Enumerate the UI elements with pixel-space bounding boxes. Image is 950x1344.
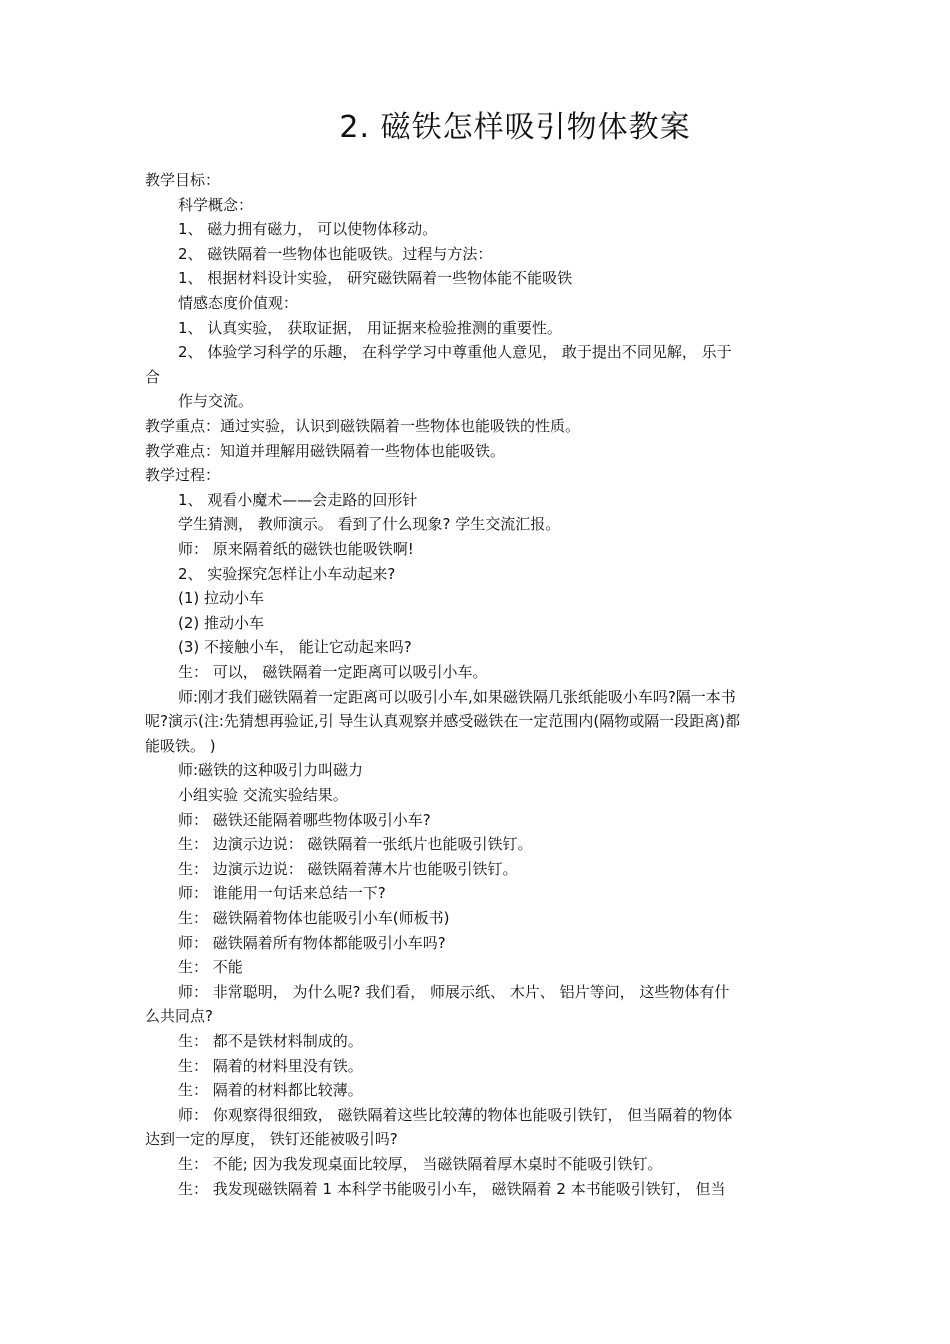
paragraph-line: 生： 磁铁隔着物体也能吸引小车(师板书) [178,909,450,927]
paragraph-line: 作与交流。 [178,392,254,410]
paragraph-line: 2、 实验探究怎样让小车动起来? [178,565,396,583]
paragraph-line: 师:刚才我们磁铁隔着一定距离可以吸引小车,如果磁铁隔几张纸能吸小车吗?隔一本书 [178,688,736,706]
paragraph-line: 师： 原来隔着纸的磁铁也能吸铁啊! [178,540,414,558]
paragraph-line: 师： 你观察得很细致， 磁铁隔着这些比较薄的物体也能吸引铁钉， 但当隔着的物体 [178,1106,733,1124]
paragraph-line: 2、 体验学习科学的乐趣， 在科学学习中尊重他人意见， 敢于提出不同见解， 乐于 [178,343,732,361]
paragraph-line: 教学重点：通过实验，认识到磁铁隔着一些物体也能吸铁的性质。 [145,417,581,435]
paragraph-line: 师： 磁铁还能隔着哪些物体吸引小车? [178,811,431,829]
paragraph-line: 生： 可以， 磁铁隔着一定距离可以吸引小车。 [178,663,488,681]
paragraph-line: 生： 都不是铁材料制成的。 [178,1032,363,1050]
paragraph-line: 生： 我发现磁铁隔着 1 本科学书能吸引小车， 磁铁隔着 2 本书能吸引铁钉， 但当 [178,1180,726,1198]
paragraph-line: 师： 磁铁隔着所有物体都能吸引小车吗? [178,934,446,952]
paragraph-line: 教学目标： [145,171,221,189]
paragraph-line: (3) 不接触小车， 能让它动起来吗? [178,638,412,656]
paragraph-line: 生： 边演示边说： 磁铁隔着一张纸片也能吸引铁钉。 [178,835,533,853]
paragraph-line: 1、 认真实验， 获取证据， 用证据来检验推测的重要性。 [178,319,562,337]
paragraph-line: 生： 边演示边说： 磁铁隔着薄木片也能吸引铁钉。 [178,860,518,878]
document-title: 2. 磁铁怎样吸引物体教案 [339,110,691,145]
paragraph-line: (2) 推动小车 [178,614,265,632]
paragraph-line: 师:磁铁的这种吸引力叫磁力 [178,761,364,779]
paragraph-line: 1、 根据材料设计实验， 研究磁铁隔着一些物体能不能吸铁 [178,269,573,287]
paragraph-line: (1) 拉动小车 [178,589,265,607]
paragraph-line: 么共同点? [145,1007,213,1025]
paragraph-line: 教学难点：知道并理解用磁铁隔着一些物体也能吸铁。 [145,442,506,460]
paragraph-line: 2、 磁铁隔着一些物体也能吸铁。过程与方法： [178,245,493,263]
paragraph-line: 师： 非常聪明， 为什么呢? 我们看， 师展示纸、 木片、 铝片等问， 这些物体有什 [178,983,730,1001]
paragraph-line: 生： 不能 [178,958,243,976]
paragraph-line: 师： 谁能用一句话来总结一下? [178,884,386,902]
paragraph-line: 能吸铁。 ) [145,737,216,755]
paragraph-line: 1、 观看小魔术——会走路的回形针 [178,491,418,509]
paragraph-line: 小组实验 交流实验结果。 [178,786,348,804]
paragraph-line: 生： 不能; 因为我发现桌面比较厚， 当磁铁隔着厚木桌时不能吸引铁钉。 [178,1155,663,1173]
paragraph-line: 生： 隔着的材料都比较薄。 [178,1081,363,1099]
paragraph-line: 科学概念： [178,196,254,214]
paragraph-line: 学生猜测， 教师演示。 看到了什么现象? 学生交流汇报。 [178,515,561,533]
paragraph-line: 1、 磁力拥有磁力， 可以使物体移动。 [178,220,438,238]
paragraph-line: 生： 隔着的材料里没有铁。 [178,1057,363,1075]
paragraph-line: 教学过程： [145,466,221,484]
paragraph-line: 合 [145,368,161,386]
paragraph-line: 达到一定的厚度， 铁钉还能被吸引吗? [145,1130,398,1148]
paragraph-line: 呢?演示(注:先猜想再验证,引 导生认真观察并感受磁铁在一定范围内(隔物或隔一段距离)都 [145,712,741,730]
paragraph-line: 情感态度价值观： [178,294,299,312]
